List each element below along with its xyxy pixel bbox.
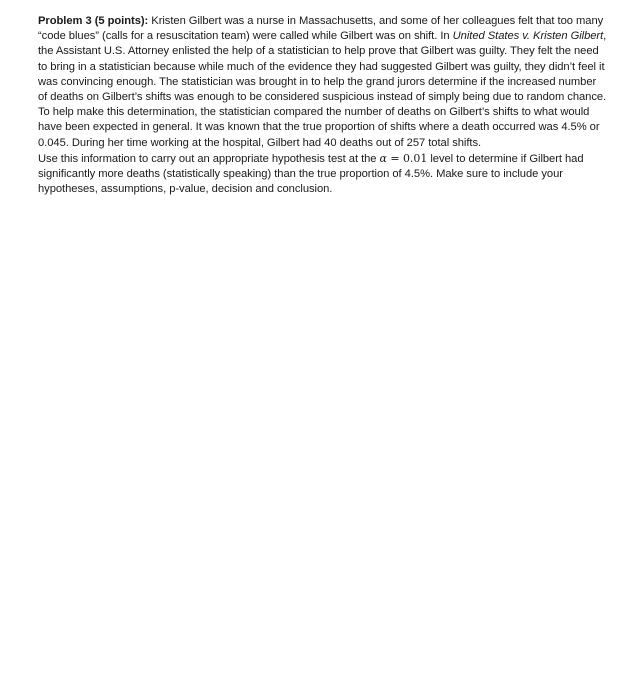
instructions-text-part-2: level to determine if Gilbert had significantly more deaths (statistically speaking) than the true proportion of 4.5%. Make sure to include your hypotheses, assumptions, p-value, decision and conclusion.	[38, 152, 584, 196]
problem-document	[38, 14, 608, 197]
context-text-part-1: Kristen Gilbert was a nurse in Massachusetts, and some of her colleagues felt that too many “code blues” (calls for a resuscitation team) were called while Gilbert was on shift. In	[38, 15, 604, 43]
alpha-equals: =	[386, 151, 403, 165]
problem-paragraph-context	[38, 14, 608, 151]
case-name: United States v. Kristen Gilbert	[452, 30, 604, 43]
alpha-symbol: α	[379, 151, 387, 165]
problem-paragraph-instructions	[38, 151, 608, 198]
alpha-value: 0.01	[402, 151, 428, 165]
context-text-part-2: , the Assistant U.S. Attorney enlisted the help of a statistician to help prove that Gilbert was guilty. They felt the need to bring in a statistician because while much of the evidence they had suggested Gilbert was guilty, they didn’t feel it was convincing enough. The statistician was brought in to help the grand jurors determine if the increased number of deaths on Gilbert’s shifts was enough to be considered suspicious instead of simply being due to random chance. To help make this determination, the statistician compared the number of deaths on Gilbert’s shifts to what would have been expected in general. It was known that the true proportion of shifts where a death occurred was 4.5% or 0.045. During her time working at the hospital, Gilbert had 40 deaths out of 257 total shifts.	[38, 30, 607, 149]
problem-heading: Problem 3 (5 points):	[38, 15, 149, 27]
instructions-text-part-1: Use this information to carry out an appropriate hypothesis test at the	[38, 152, 380, 165]
